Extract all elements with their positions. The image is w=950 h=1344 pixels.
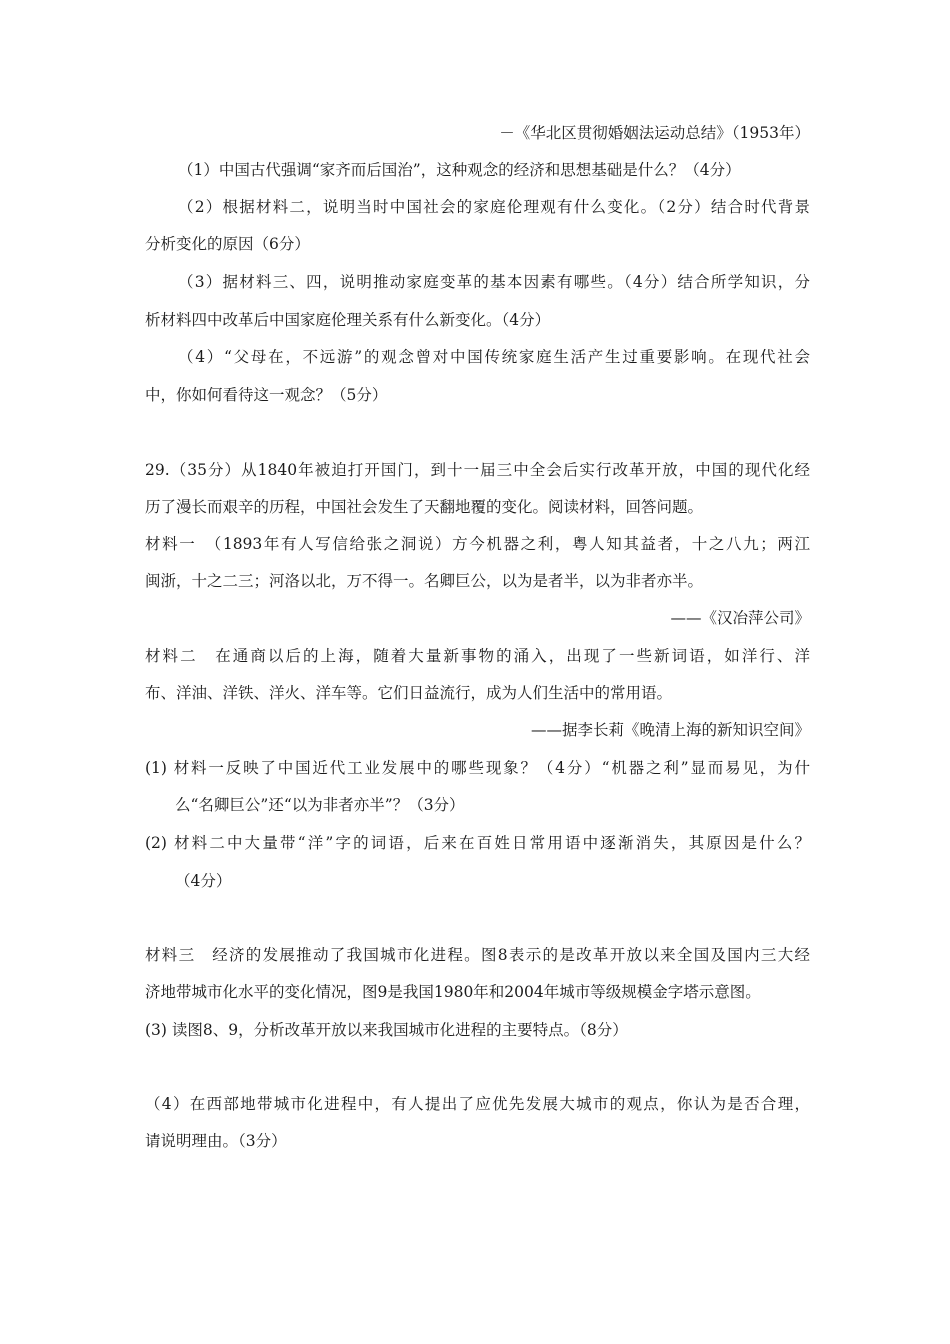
question-4-line-1: （4）“父母在，不远游”的观念曾对中国传统家庭生活产生过重要影响。在现代社会 (178, 348, 810, 366)
question-3-line-2: 析材料四中改革后中国家庭伦理关系有什么新变化。（4分） (145, 311, 551, 329)
question-29-intro-line-1: 29.（35分）从1840年被迫打开国门，到十一届三中全会后实行改革开放，中国的现代化经 (145, 461, 810, 479)
material-two-source: ——据李长莉《晚清上海的新知识空间》 (530, 721, 810, 739)
sub-question-3: (3) 读图8、9，分析改革开放以来我国城市化进程的主要特点。（8分） (145, 1021, 628, 1039)
sub-question-1-line-2: 么“名卿巨公”还“以为非者亦半”？（3分） (175, 796, 465, 814)
question-4-line-2: 中，你如何看待这一观念？（5分） (145, 386, 388, 404)
material-two-line-2: 布、洋油、洋铁、洋火、洋车等。它们日益流行，成为人们生活中的常用语。 (145, 684, 673, 702)
material-one-source: ——《汉冶萍公司》 (670, 609, 810, 627)
sub-question-4-line-2: 请说明理由。（3分） (145, 1132, 287, 1150)
question-1-line: （1）中国古代强调“家齐而后国治”，这种观念的经济和思想基础是什么？（4分） (178, 161, 741, 179)
sub-question-2-line-2: （4分） (175, 872, 232, 890)
question-2-line-2: 分析变化的原因（6分） (145, 235, 310, 253)
material-one-line-1: 材料一 （1893年有人写信给张之洞说）方今机器之利，粤人知其益者，十之八九；两江 (145, 535, 810, 553)
question-3-line-1: （3）据材料三、四，说明推动家庭变革的基本因素有哪些。（4分）结合所学知识，分 (178, 273, 810, 291)
sub-question-4-line-1: （4）在西部地带城市化进程中，有人提出了应优先发展大城市的观点，你认为是否合理， (145, 1095, 810, 1113)
material-one-line-2: 闽浙，十之二三；河洛以北，万不得一。名卿巨公，以为是者半，以为非者亦半。 (145, 572, 704, 590)
question-2-line-1: （2）根据材料二，说明当时中国社会的家庭伦理观有什么变化。（2分）结合时代背景 (178, 198, 810, 216)
sub-question-1-line-1: (1) 材料一反映了中国近代工业发展中的哪些现象？（4分）“机器之利”显而易见，为什 (145, 759, 810, 777)
material-three-line-2: 济地带城市化水平的变化情况，图9是我国1980年和2004年城市等级规模金字塔示意图。 (145, 983, 761, 1001)
question-29-intro-line-2: 历了漫长而艰辛的历程，中国社会发生了天翻地覆的变化。阅读材料，回答问题。 (145, 498, 704, 516)
material-two-line-1: 材料二 在通商以后的上海，随着大量新事物的涌入，出现了一些新词语，如洋行、洋 (145, 647, 810, 665)
material-three-line-1: 材料三 经济的发展推动了我国城市化进程。图8表示的是改革开放以来全国及国内三大经 (145, 946, 810, 964)
sub-question-2-line-1: (2) 材料二中大量带“洋”字的词语，后来在百姓日常用语中逐渐消失，其原因是什么？ (145, 834, 810, 852)
material-four-source: －《华北区贯彻婚姻法运动总结》（1953年） (499, 124, 810, 142)
